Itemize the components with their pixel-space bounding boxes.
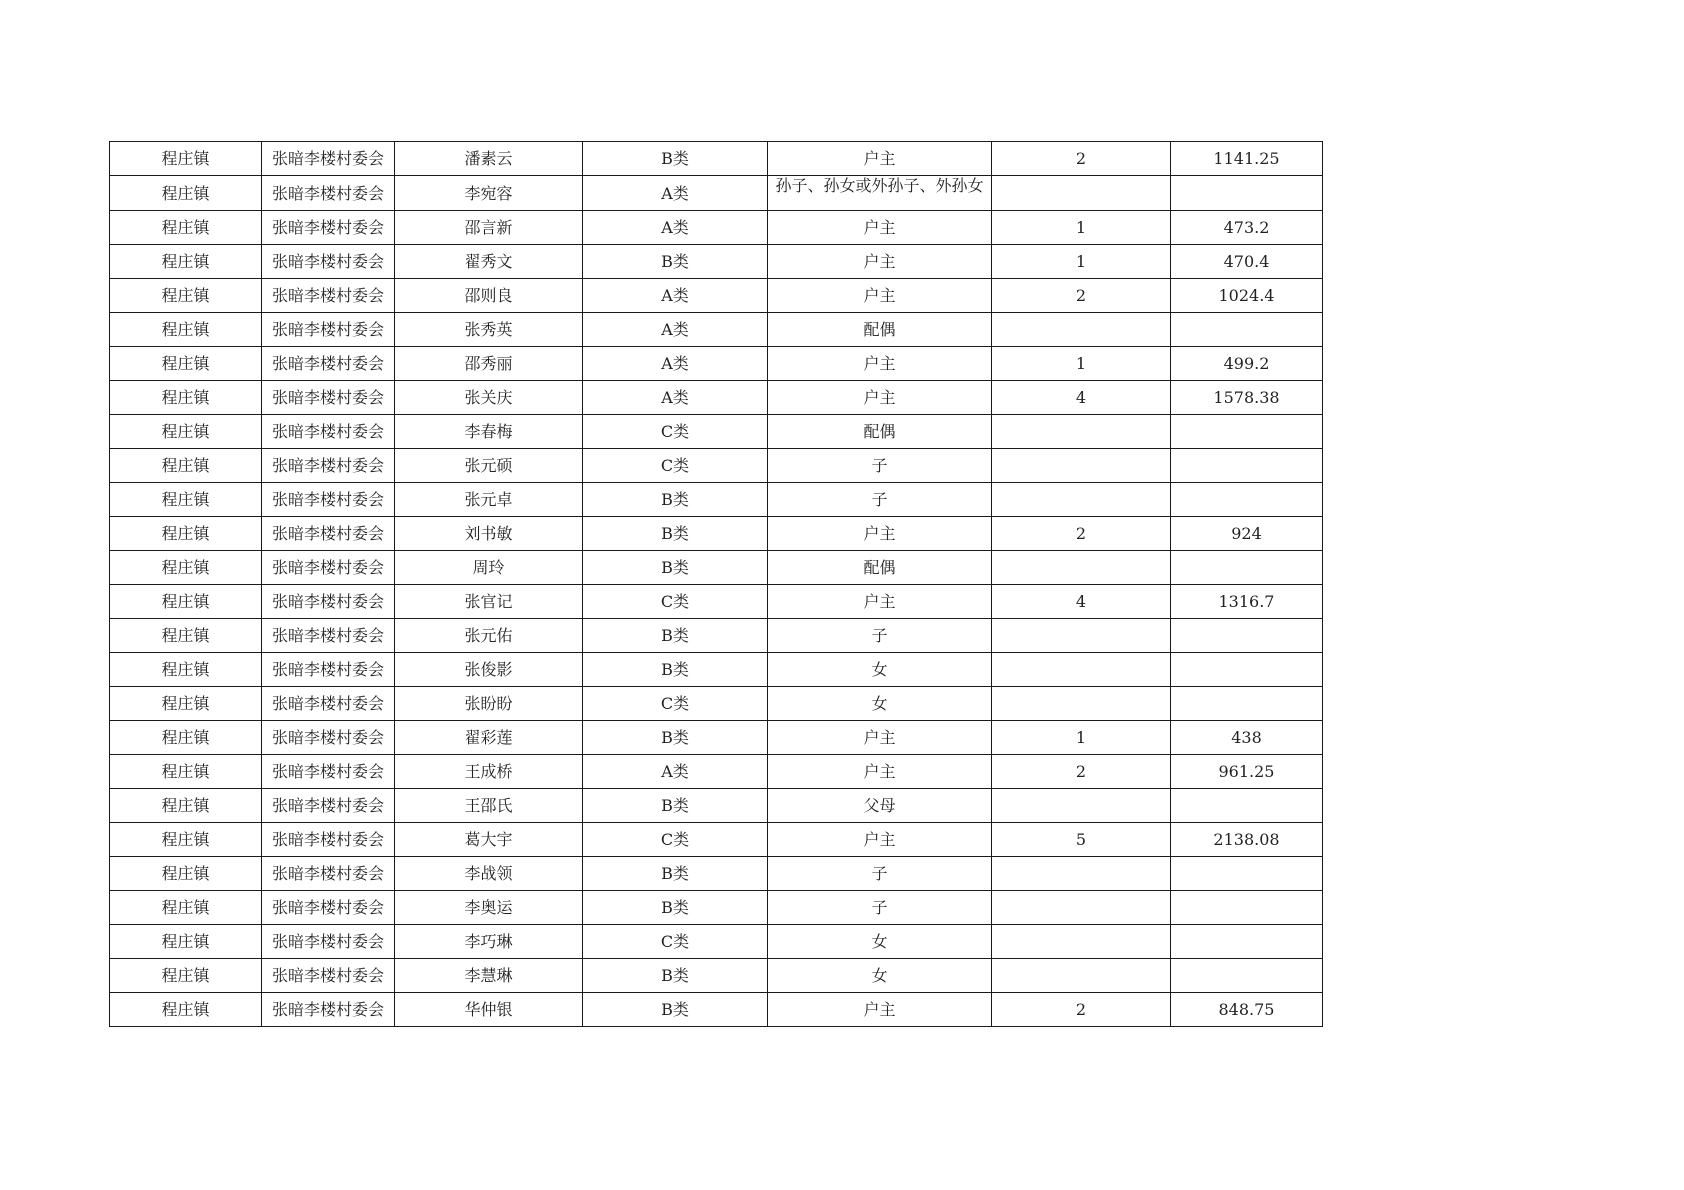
household-count-cell: 5 <box>992 823 1171 857</box>
village-cell: 张暗李楼村委会 <box>262 585 395 619</box>
village-cell: 张暗李楼村委会 <box>262 279 395 313</box>
category-cell: C类 <box>583 925 768 959</box>
town-cell: 程庄镇 <box>110 823 262 857</box>
category-cell: A类 <box>583 211 768 245</box>
relation-cell: 子 <box>768 449 992 483</box>
amount-cell: 473.2 <box>1171 211 1323 245</box>
household-count-cell <box>992 551 1171 585</box>
category-cell: A类 <box>583 381 768 415</box>
village-cell: 张暗李楼村委会 <box>262 381 395 415</box>
category-cell: B类 <box>583 483 768 517</box>
name-cell: 张元卓 <box>395 483 583 517</box>
village-cell: 张暗李楼村委会 <box>262 653 395 687</box>
amount-cell <box>1171 415 1323 449</box>
town-cell: 程庄镇 <box>110 551 262 585</box>
household-count-cell: 2 <box>992 755 1171 789</box>
table-row <box>110 993 1323 1027</box>
name-cell: 葛大宇 <box>395 823 583 857</box>
name-cell: 张元佑 <box>395 619 583 653</box>
amount-cell <box>1171 483 1323 517</box>
category-cell: B类 <box>583 142 768 176</box>
name-cell: 翟秀文 <box>395 245 583 279</box>
amount-cell <box>1171 619 1323 653</box>
table-row <box>110 313 1323 347</box>
table-row <box>110 142 1323 176</box>
town-cell: 程庄镇 <box>110 959 262 993</box>
relation-cell: 父母 <box>768 789 992 823</box>
category-cell: B类 <box>583 891 768 925</box>
household-count-cell: 2 <box>992 279 1171 313</box>
table-row <box>110 415 1323 449</box>
relation-cell: 户主 <box>768 381 992 415</box>
category-cell: A类 <box>583 176 768 211</box>
table-row <box>110 959 1323 993</box>
amount-cell <box>1171 789 1323 823</box>
relation-cell <box>768 176 992 211</box>
town-cell: 程庄镇 <box>110 142 262 176</box>
table-row <box>110 381 1323 415</box>
household-count-cell: 1 <box>992 347 1171 381</box>
town-cell: 程庄镇 <box>110 483 262 517</box>
household-count-cell: 2 <box>992 993 1171 1027</box>
relation-cell: 户主 <box>768 517 992 551</box>
relation-cell: 配偶 <box>768 415 992 449</box>
name-cell: 李奥运 <box>395 891 583 925</box>
category-cell: B类 <box>583 857 768 891</box>
category-cell: C类 <box>583 585 768 619</box>
amount-cell <box>1171 449 1323 483</box>
category-cell: A类 <box>583 347 768 381</box>
relation-cell: 户主 <box>768 585 992 619</box>
table-body <box>110 142 1323 1027</box>
table-row <box>110 891 1323 925</box>
table-row <box>110 687 1323 721</box>
name-cell: 张官记 <box>395 585 583 619</box>
household-count-cell <box>992 619 1171 653</box>
household-count-cell: 4 <box>992 381 1171 415</box>
amount-cell <box>1171 857 1323 891</box>
category-cell: B类 <box>583 517 768 551</box>
table-row <box>110 347 1323 381</box>
town-cell: 程庄镇 <box>110 857 262 891</box>
amount-cell: 499.2 <box>1171 347 1323 381</box>
household-count-cell <box>992 483 1171 517</box>
town-cell: 程庄镇 <box>110 449 262 483</box>
relation-cell: 子 <box>768 891 992 925</box>
name-cell: 张俊影 <box>395 653 583 687</box>
household-count-cell <box>992 449 1171 483</box>
amount-cell: 848.75 <box>1171 993 1323 1027</box>
amount-cell <box>1171 891 1323 925</box>
name-cell: 张关庆 <box>395 381 583 415</box>
table-row <box>110 789 1323 823</box>
village-cell: 张暗李楼村委会 <box>262 142 395 176</box>
amount-cell <box>1171 653 1323 687</box>
table-row <box>110 449 1323 483</box>
category-cell: C类 <box>583 823 768 857</box>
category-cell: A类 <box>583 313 768 347</box>
table-row <box>110 279 1323 313</box>
village-cell: 张暗李楼村委会 <box>262 993 395 1027</box>
village-cell: 张暗李楼村委会 <box>262 245 395 279</box>
relation-cell: 户主 <box>768 721 992 755</box>
village-cell: 张暗李楼村委会 <box>262 619 395 653</box>
name-cell: 潘素云 <box>395 142 583 176</box>
table-row <box>110 585 1323 619</box>
name-cell: 李战领 <box>395 857 583 891</box>
amount-cell: 1024.4 <box>1171 279 1323 313</box>
village-cell: 张暗李楼村委会 <box>262 959 395 993</box>
category-cell: B类 <box>583 789 768 823</box>
relation-cell: 配偶 <box>768 551 992 585</box>
town-cell: 程庄镇 <box>110 279 262 313</box>
amount-cell <box>1171 687 1323 721</box>
name-cell: 王邵氏 <box>395 789 583 823</box>
relation-cell: 户主 <box>768 347 992 381</box>
category-cell: A类 <box>583 279 768 313</box>
town-cell: 程庄镇 <box>110 891 262 925</box>
village-cell: 张暗李楼村委会 <box>262 483 395 517</box>
relation-cell: 女 <box>768 687 992 721</box>
name-cell: 王成桥 <box>395 755 583 789</box>
relation-text: 孙子、孙女或外孙子、外孙女 <box>775 177 984 195</box>
village-cell: 张暗李楼村委会 <box>262 551 395 585</box>
table-row <box>110 245 1323 279</box>
relation-cell: 子 <box>768 483 992 517</box>
table-row <box>110 653 1323 687</box>
category-cell: C类 <box>583 687 768 721</box>
town-cell: 程庄镇 <box>110 517 262 551</box>
town-cell: 程庄镇 <box>110 755 262 789</box>
data-table <box>109 141 1323 1027</box>
name-cell: 邵秀丽 <box>395 347 583 381</box>
village-cell: 张暗李楼村委会 <box>262 313 395 347</box>
household-count-cell: 1 <box>992 245 1171 279</box>
name-cell: 张秀英 <box>395 313 583 347</box>
household-count-cell: 1 <box>992 211 1171 245</box>
village-cell: 张暗李楼村委会 <box>262 449 395 483</box>
name-cell: 李宛容 <box>395 176 583 211</box>
town-cell: 程庄镇 <box>110 619 262 653</box>
amount-cell: 2138.08 <box>1171 823 1323 857</box>
table-row <box>110 211 1323 245</box>
household-count-cell <box>992 891 1171 925</box>
town-cell: 程庄镇 <box>110 721 262 755</box>
town-cell: 程庄镇 <box>110 415 262 449</box>
category-cell: B类 <box>583 721 768 755</box>
category-cell: B类 <box>583 993 768 1027</box>
relation-cell: 户主 <box>768 211 992 245</box>
relation-cell: 女 <box>768 959 992 993</box>
relation-cell: 户主 <box>768 823 992 857</box>
amount-cell <box>1171 551 1323 585</box>
table-row <box>110 721 1323 755</box>
town-cell: 程庄镇 <box>110 789 262 823</box>
household-count-cell: 2 <box>992 517 1171 551</box>
relation-cell: 户主 <box>768 755 992 789</box>
household-count-cell <box>992 687 1171 721</box>
relation-cell: 户主 <box>768 142 992 176</box>
household-count-cell: 4 <box>992 585 1171 619</box>
relation-cell: 配偶 <box>768 313 992 347</box>
table-row <box>110 823 1323 857</box>
town-cell: 程庄镇 <box>110 347 262 381</box>
name-cell: 周玲 <box>395 551 583 585</box>
town-cell: 程庄镇 <box>110 381 262 415</box>
household-count-cell <box>992 925 1171 959</box>
village-cell: 张暗李楼村委会 <box>262 755 395 789</box>
village-cell: 张暗李楼村委会 <box>262 891 395 925</box>
category-cell: B类 <box>583 245 768 279</box>
town-cell: 程庄镇 <box>110 653 262 687</box>
category-cell: C类 <box>583 415 768 449</box>
name-cell: 李春梅 <box>395 415 583 449</box>
amount-cell <box>1171 925 1323 959</box>
table-row <box>110 755 1323 789</box>
village-cell: 张暗李楼村委会 <box>262 789 395 823</box>
category-cell: B类 <box>583 959 768 993</box>
village-cell: 张暗李楼村委会 <box>262 415 395 449</box>
town-cell: 程庄镇 <box>110 687 262 721</box>
household-count-cell: 1 <box>992 721 1171 755</box>
household-count-cell <box>992 313 1171 347</box>
town-cell: 程庄镇 <box>110 993 262 1027</box>
amount-cell: 1316.7 <box>1171 585 1323 619</box>
amount-cell: 961.25 <box>1171 755 1323 789</box>
name-cell: 张盼盼 <box>395 687 583 721</box>
name-cell: 邵则良 <box>395 279 583 313</box>
household-count-cell <box>992 789 1171 823</box>
town-cell: 程庄镇 <box>110 925 262 959</box>
amount-cell: 1578.38 <box>1171 381 1323 415</box>
relation-cell: 子 <box>768 857 992 891</box>
table-row <box>110 483 1323 517</box>
household-count-cell <box>992 415 1171 449</box>
household-count-cell: 2 <box>992 142 1171 176</box>
amount-cell: 438 <box>1171 721 1323 755</box>
village-cell: 张暗李楼村委会 <box>262 823 395 857</box>
amount-cell <box>1171 313 1323 347</box>
village-cell: 张暗李楼村委会 <box>262 925 395 959</box>
village-cell: 张暗李楼村委会 <box>262 176 395 211</box>
table-row <box>110 857 1323 891</box>
relation-cell: 户主 <box>768 993 992 1027</box>
relation-cell: 女 <box>768 925 992 959</box>
town-cell: 程庄镇 <box>110 245 262 279</box>
table-row <box>110 619 1323 653</box>
village-cell: 张暗李楼村委会 <box>262 857 395 891</box>
amount-cell <box>1171 176 1323 211</box>
village-cell: 张暗李楼村委会 <box>262 211 395 245</box>
village-cell: 张暗李楼村委会 <box>262 517 395 551</box>
town-cell: 程庄镇 <box>110 585 262 619</box>
amount-cell: 1141.25 <box>1171 142 1323 176</box>
town-cell: 程庄镇 <box>110 313 262 347</box>
name-cell: 邵言新 <box>395 211 583 245</box>
category-cell: B类 <box>583 551 768 585</box>
town-cell: 程庄镇 <box>110 176 262 211</box>
name-cell: 张元硕 <box>395 449 583 483</box>
table-row <box>110 517 1323 551</box>
amount-cell: 924 <box>1171 517 1323 551</box>
relation-cell: 子 <box>768 619 992 653</box>
name-cell: 李巧琳 <box>395 925 583 959</box>
amount-cell: 470.4 <box>1171 245 1323 279</box>
name-cell: 翟彩莲 <box>395 721 583 755</box>
category-cell: C类 <box>583 449 768 483</box>
relation-cell: 女 <box>768 653 992 687</box>
village-cell: 张暗李楼村委会 <box>262 347 395 381</box>
table-row <box>110 925 1323 959</box>
name-cell: 刘书敏 <box>395 517 583 551</box>
town-cell: 程庄镇 <box>110 211 262 245</box>
table-row <box>110 551 1323 585</box>
category-cell: B类 <box>583 619 768 653</box>
household-count-cell <box>992 176 1171 211</box>
household-count-cell <box>992 959 1171 993</box>
name-cell: 华仲银 <box>395 993 583 1027</box>
category-cell: B类 <box>583 653 768 687</box>
household-count-cell <box>992 857 1171 891</box>
table-row <box>110 176 1323 211</box>
relation-cell: 户主 <box>768 279 992 313</box>
amount-cell <box>1171 959 1323 993</box>
name-cell: 李慧琳 <box>395 959 583 993</box>
household-count-cell <box>992 653 1171 687</box>
village-cell: 张暗李楼村委会 <box>262 721 395 755</box>
village-cell: 张暗李楼村委会 <box>262 687 395 721</box>
relation-cell: 户主 <box>768 245 992 279</box>
category-cell: A类 <box>583 755 768 789</box>
